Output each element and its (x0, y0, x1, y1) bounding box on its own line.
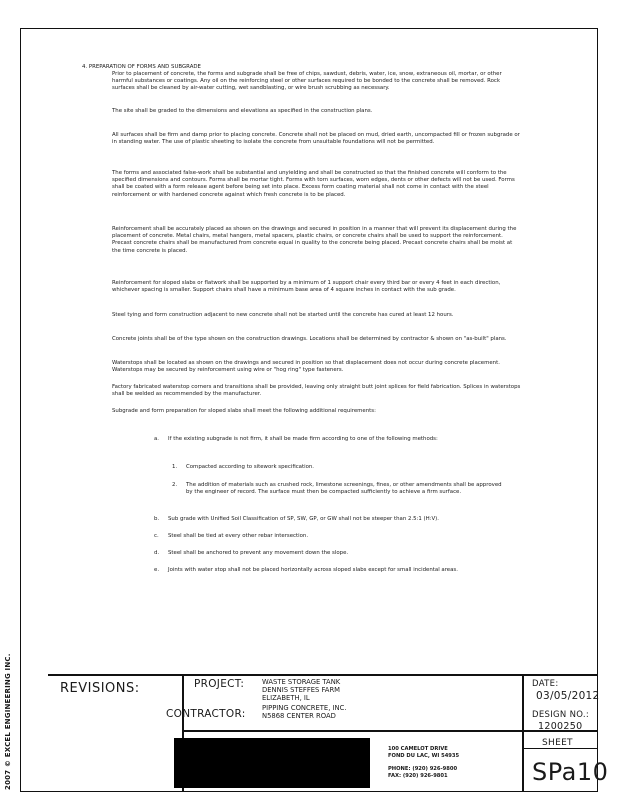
subitem-1-text: Compacted according to sitework specification. (186, 464, 315, 470)
design-no-label: DESIGN NO.: (532, 710, 590, 720)
paragraph-surfaces: All surfaces shall be firm and damp prior to placing concrete. Concrete shall not be placed on mud, dried earth, uncompacted fill or frozen subgrade or in standing water. The use of plastic sheeting to isolate the concrete from unsuitable foundations will not be permitted. (112, 132, 520, 146)
redacted-logo-block (174, 738, 370, 788)
project-line-3: ELIZABETH, IL (262, 694, 310, 702)
sheet-label: SHEET (542, 738, 573, 748)
date-value: 03/05/2012 (536, 690, 600, 702)
sheet-id: SPa10 (532, 758, 609, 786)
subitem-2-number: 2. (172, 482, 178, 488)
title-block-divider-right (522, 674, 524, 792)
paragraph-site-grading: The site shall be graded to the dimensions and elevations as specified in the construction plans. (112, 108, 373, 114)
paragraph-concrete-joints: Concrete joints shall be of the type shown on the construction drawings. Locations shall be determined by contractor & shown on "as-built" plans. (112, 336, 507, 342)
item-e-letter: e. (154, 567, 160, 573)
paragraph-formwork: The forms and associated false-work shall be substantial and unyielding and shall be constructed so that the finished concrete will conform to the specified dimensions and contours. Forms shall be mortar tight. Forms with torn surfaces, worn edges, dents or other defects will not be used. Forms shall be coated with a form release agent before being set into place. Excess form coating material shall not come in contact with the steel reinforcement or with hardened concrete against which fresh concrete is to be placed. (112, 170, 515, 198)
item-b-text: Sub grade with Unified Soil Classification of SP, SW, GP, or GW shall not be steeper than 2.5:1 (H:V). (168, 516, 439, 522)
project-line-2: DENNIS STEFFES FARM (262, 686, 341, 694)
title-block (48, 674, 609, 792)
firm-phone: PHONE: (920) 926-9800 (388, 766, 458, 772)
paragraph-forms-subgrade: Prior to placement of concrete, the forms and subgrade shall be free of chips, sawdust, debris, water, ice, snow, extraneous oil, mortar, or other harmful substances or coatings. Any oil on the reinforcing steel or other surfaces required to be bonded to the concrete shall be removed. Rock surfaces shall be cleaned by air-water cutting, wet sandblasting, or wire brush scrubbing as necessary. (112, 71, 502, 92)
firm-address-line-1: 100 CAMELOT DRIVE (388, 746, 448, 752)
paragraph-waterstops: Waterstops shall be located as shown on the drawings and secured in position so that displacement does not occur during concrete placement. Waterstops may be secured by reinforcement using wire or "hog ring" type fasteners. (112, 360, 500, 374)
paragraph-sloped-slabs: Subgrade and form preparation for sloped slabs shall meet the following additional requirements: (112, 408, 376, 414)
item-b-letter: b. (154, 516, 160, 522)
title-block-middle-rule (182, 730, 598, 732)
paragraph-reinforcement: Reinforcement shall be accurately placed as shown on the drawings and secured in position in a manner that will prevent its displacement during the placement of concrete. Metal chairs, metal hangers, metal spacers, plastic chairs, or concrete chairs shall be used to support the reinforcement. Precast concrete chairs shall be manufactured from concrete equal in quality to the concrete being placed. Precast concrete chairs shall be moist at the time concrete is placed. (112, 226, 517, 254)
contractor-line-2: N5868 CENTER ROAD (262, 712, 336, 720)
sheet-box-rule (522, 748, 598, 749)
firm-address-line-2: FOND DU LAC, WI 54935 (388, 753, 460, 759)
item-d-text: Steel shall be anchored to prevent any movement down the slope. (168, 550, 349, 556)
date-label: DATE: (532, 679, 559, 689)
paragraph-factory-waterstops: Factory fabricated waterstop corners and transitions shall be provided, leaving only straight butt joint splices for field fabrication. Splices in waterstops shall be welded as recommended by the manufacturer. (112, 384, 521, 398)
firm-fax: FAX: (920) 926-9801 (388, 773, 448, 779)
item-a-text: If the existing subgrade is not firm, it shall be made firm according to one of the following methods: (168, 436, 438, 442)
project-label: PROJECT: (194, 678, 245, 690)
design-no-value: 1200250 (538, 721, 583, 732)
item-a-letter: a. (154, 436, 160, 442)
contractor-label: CONTRACTOR: (166, 708, 246, 720)
subitem-1-number: 1. (172, 464, 178, 470)
item-d-letter: d. (154, 550, 160, 556)
item-c-letter: c. (154, 533, 159, 539)
project-line-1: WASTE STORAGE TANK (262, 678, 341, 686)
contractor-line-1: PIPPING CONCRETE, INC. (262, 704, 347, 712)
revisions-label: REVISIONS: (60, 681, 140, 696)
paragraph-steel-tying: Steel tying and form construction adjacent to new concrete shall not be started until the concrete has cured at least 12 hours. (112, 312, 454, 318)
title-block-top-rule (48, 674, 598, 676)
item-c-text: Steel shall be tied at every other rebar intersection. (168, 533, 309, 539)
item-e-text: Joints with water stop shall not be placed horizontally across sloped slabs except for small incidental areas. (168, 567, 458, 573)
copyright-sidebar: 2007 © EXCEL ENGINEERING INC. (4, 653, 12, 790)
paragraph-support-chairs: Reinforcement for sloped slabs or flatwork shall be supported by a minimum of 1 support chair every third bar or every 4 feet in each direction, whichever spacing is smaller. Support chairs shall have a minimum base area of 4 square inches in contact with the sub grade. (112, 280, 501, 294)
subitem-2-text: The addition of materials such as crushed rock, limestone screenings, fines, or other amendments shall be approved by the engineer of record. The surface must then be compacted sufficiently to achieve a firm surface. (186, 482, 502, 496)
section-heading: 4. PREPARATION OF FORMS AND SUBGRADE (82, 64, 201, 70)
